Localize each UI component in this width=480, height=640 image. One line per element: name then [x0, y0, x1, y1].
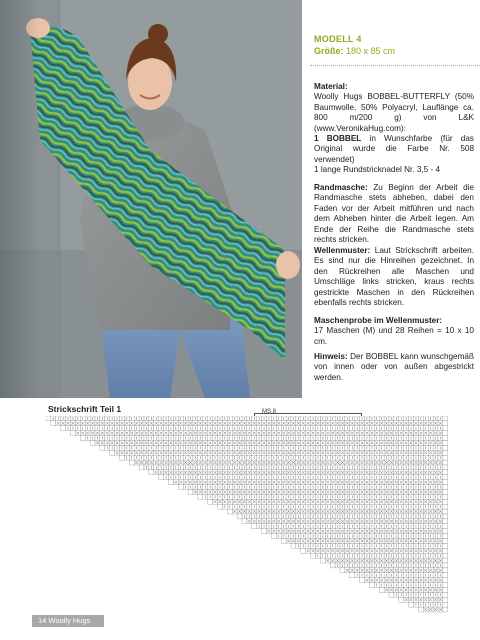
chart-cell — [443, 539, 448, 544]
chart-cell — [443, 455, 448, 460]
chart-title: Strickschrift Teil 1 — [48, 404, 122, 414]
chart-cell — [443, 470, 448, 475]
material-heading: Material: — [314, 82, 348, 91]
chart-cell — [443, 568, 448, 573]
chart-cell — [51, 421, 56, 426]
chart-cell — [369, 583, 374, 588]
wellenmuster-body: Laut Strickschrift arbeiten. Es sind nur die Hinreihen gezeichnet. In den Rückreihen alle Maschen und Umschläge links stricken, kraus rechts gestrickte Maschen in den Rückreihen ebenfalls rechts stricken. — [314, 246, 474, 308]
chart-cell — [443, 563, 448, 568]
chart-cell — [330, 563, 335, 568]
chart-cell — [443, 445, 448, 450]
chart-cell — [301, 548, 306, 553]
chart-cell — [443, 460, 448, 465]
ms-label: MS 8 — [262, 409, 277, 415]
chart-cell — [443, 602, 448, 607]
chart-cell — [443, 431, 448, 436]
chart-cell — [443, 543, 448, 548]
footer-page-label: 14 Woolly Hugs — [32, 615, 104, 627]
hinweis-body: Der BOBBEL kann wunschgemäß von innen oder von außen abgestrickt werden. — [314, 352, 474, 382]
size-label: Größe: — [314, 46, 344, 56]
chart-cell — [443, 548, 448, 553]
chart-cell — [159, 475, 164, 480]
chart-cell — [443, 573, 448, 578]
chart-cell — [242, 519, 247, 524]
chart-cell — [443, 450, 448, 455]
chart-cell — [443, 490, 448, 495]
size-value: 180 x 85 cm — [346, 46, 396, 56]
chart-cell — [443, 509, 448, 514]
chart-cell — [443, 588, 448, 593]
chart-cell — [198, 494, 203, 499]
maschenprobe-body: 17 Maschen (M) und 28 Reihen = 10 x 10 cm. — [314, 326, 474, 346]
material-body: Woolly Hugs BOBBEL-BUTTERFLY (50% Baumwolle, 50% Polyacryl, Lauflänge ca. 800 m/200 g) von L&K (www.VeronikaHug.com): — [314, 92, 474, 133]
chart-cell — [443, 583, 448, 588]
chart-cell — [443, 465, 448, 470]
randmasche-block — [314, 183, 474, 245]
chart-cell — [311, 553, 316, 558]
chart-cell — [418, 607, 423, 612]
hinweis-block — [314, 352, 474, 383]
size-line — [314, 46, 395, 56]
chart-cell — [46, 416, 51, 421]
chart-cell — [443, 485, 448, 490]
chart-cell — [443, 480, 448, 485]
hinweis-heading: Hinweis: — [314, 352, 348, 361]
randmasche-body: Zu Beginn der Arbeit die Randmasche stets abheben, dabei den Faden vor der Arbeit mitführen und nach dem Abheben hinter die Arbeit legen. Am Ende der Reihe die Randmasche stets rechts stricken. — [314, 183, 474, 245]
chart-cell — [443, 494, 448, 499]
chart-cell — [320, 558, 325, 563]
model-title: MODELL 4 — [314, 34, 362, 44]
chart-cell — [291, 543, 296, 548]
wellenmuster-heading: Wellenmuster: — [314, 246, 371, 255]
chart-cell — [443, 504, 448, 509]
chart-cell — [139, 465, 144, 470]
chart-cell — [71, 431, 76, 436]
chart-cell — [443, 416, 448, 421]
chart-cell — [443, 529, 448, 534]
model-photo — [0, 0, 302, 398]
material-item-1: 1 BOBBEL in Wunschfarbe (für das Original wurde die Farbe Nr. 508 verwendet) — [314, 134, 474, 164]
chart-cell — [110, 450, 115, 455]
chart-cell — [443, 421, 448, 426]
chart-cell — [188, 490, 193, 495]
chart-cell — [443, 475, 448, 480]
chart-cell — [227, 509, 232, 514]
chart-cell — [90, 441, 95, 446]
chart-cell — [443, 519, 448, 524]
chart-cells — [46, 416, 448, 612]
chart-cell — [443, 441, 448, 446]
chart-cell — [399, 597, 404, 602]
chart-cell — [169, 480, 174, 485]
chart-cell — [443, 499, 448, 504]
maschenprobe-heading: Maschenprobe im Wellenmuster: — [314, 316, 443, 325]
chart-cell — [443, 607, 448, 612]
chart-cell — [443, 534, 448, 539]
knitting-chart-grid — [46, 416, 450, 616]
chart-cell — [443, 558, 448, 563]
chart-cell — [208, 499, 213, 504]
chart-cell — [443, 597, 448, 602]
chart-cell — [443, 436, 448, 441]
chart-cell — [379, 588, 384, 593]
chart-cell — [237, 514, 242, 519]
chart-cell — [100, 445, 105, 450]
wellenmuster-block — [314, 246, 474, 308]
chart-cell — [149, 470, 154, 475]
randmasche-heading: Randmasche: — [314, 183, 368, 192]
chart-cell — [252, 524, 257, 529]
chart-cell — [120, 455, 125, 460]
chart-cell — [262, 529, 267, 534]
header-divider — [310, 65, 480, 66]
chart-cell — [360, 578, 365, 583]
chart-cell — [443, 524, 448, 529]
chart-cell — [178, 485, 183, 490]
chart-cell — [443, 553, 448, 558]
chart-cell — [281, 539, 286, 544]
shawl-photo-illustration — [0, 0, 302, 398]
chart-cell — [443, 426, 448, 431]
chart-cell — [340, 568, 345, 573]
maschenprobe-block — [314, 316, 474, 347]
chart-cell — [129, 460, 134, 465]
chart-cell — [389, 592, 394, 597]
chart-cell — [61, 426, 66, 431]
chart-cell — [80, 436, 85, 441]
chart-cell — [443, 592, 448, 597]
chart-cell — [350, 573, 355, 578]
chart-cell — [443, 578, 448, 583]
chart-cell — [271, 534, 276, 539]
chart-cell — [409, 602, 414, 607]
chart-cell — [443, 514, 448, 519]
wall-shadow — [0, 0, 40, 398]
material-item-2: 1 lange Rundstricknadel Nr. 3,5 - 4 — [314, 165, 441, 175]
material-block — [314, 82, 474, 176]
chart-cell — [218, 504, 223, 509]
